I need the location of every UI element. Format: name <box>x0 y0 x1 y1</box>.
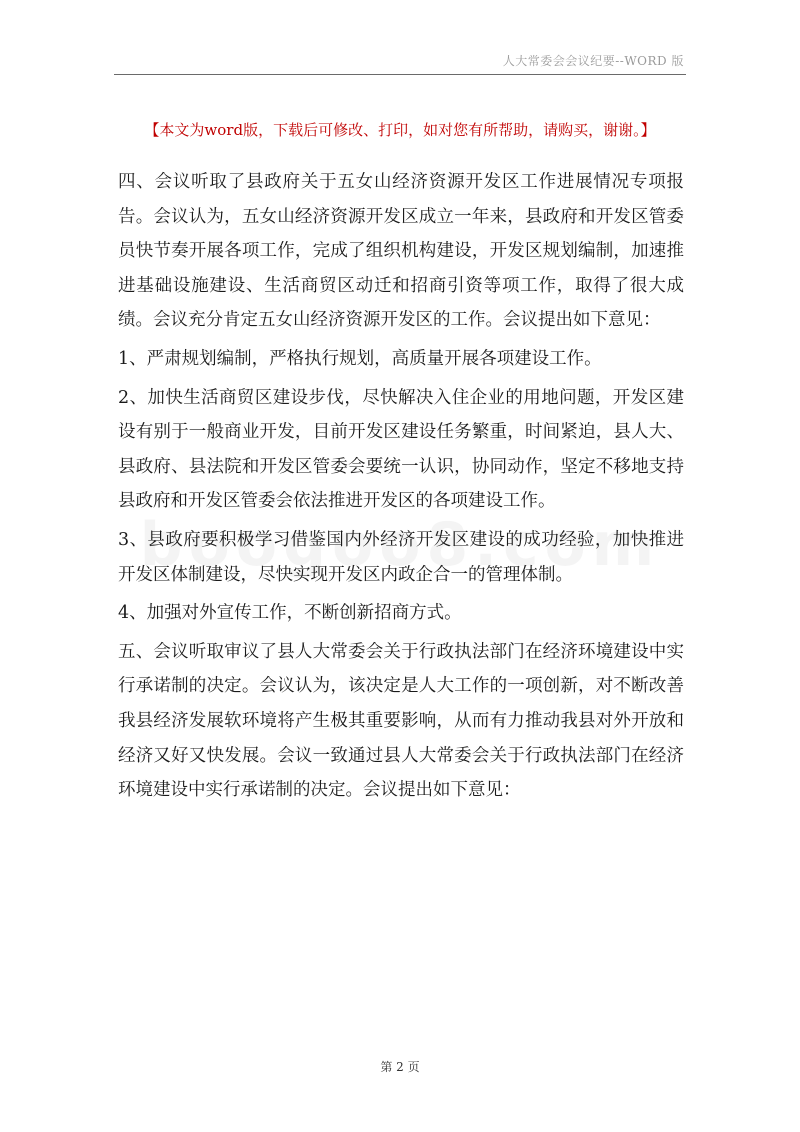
paragraph: 五、会议听取审议了县人大常委会关于行政执法部门在经济环境建设中实行承诺制的决定。会议认为，该决定是人大工作的一项创新，对不断改善我县经济发展软环境将产生极其重要影响，从而有力推动我县对外开放和经济又好又快发展。会议一致通过县人大常委会关于行政执法部门在经济环境建设中实行承诺制的决定。会议提出如下意见： <box>118 641 684 801</box>
paragraph: 3、县政府要积极学习借鉴国内外经济开发区建设的成功经验，加快推进开发区体制建设，尽快实现开发区内政企合一的管理体制。 <box>118 529 684 585</box>
paragraph: 2、加快生活商贸区建设步伐，尽快解决入住企业的用地问题，开发区建设有别于一般商业开发，目前开发区建设任务繁重，时间紧迫，县人大、县政府、县法院和开发区管委会要统一认识，协同动作，坚定不移地支持县政府和开发区管委会依法推进开发区的各项建设工作。 <box>118 387 684 512</box>
download-notice: 【本文为word版，下载后可修改、打印，如对您有所帮助，请购买，谢谢。】 <box>144 121 656 139</box>
paragraph: 四、会议听取了县政府关于五女山经济资源开发区工作进展情况专项报告。会议认为，五女山经济资源开发区成立一年来，县政府和开发区管委员快节奏开展各项工作，完成了组织机构建设，开发区规划编制，加速推进基础设施建设、生活商贸区动迁和招商引资等项工作，取得了很大成绩。会议充分肯定五女山经济资源开发区的工作。会议提出如下意见： <box>118 172 684 331</box>
document-body <box>118 165 684 808</box>
paragraph: 4、加强对外宣传工作，不断创新招商方式。 <box>118 603 462 624</box>
header-title: 人大常委会会议纪要--WORD 版 <box>502 54 684 68</box>
header-rule <box>114 74 686 75</box>
page-number: 第 2 页 <box>380 1060 420 1074</box>
paragraph: 1、严肃规划编制，严格执行规划，高质量开展各项建设工作。 <box>118 348 602 369</box>
